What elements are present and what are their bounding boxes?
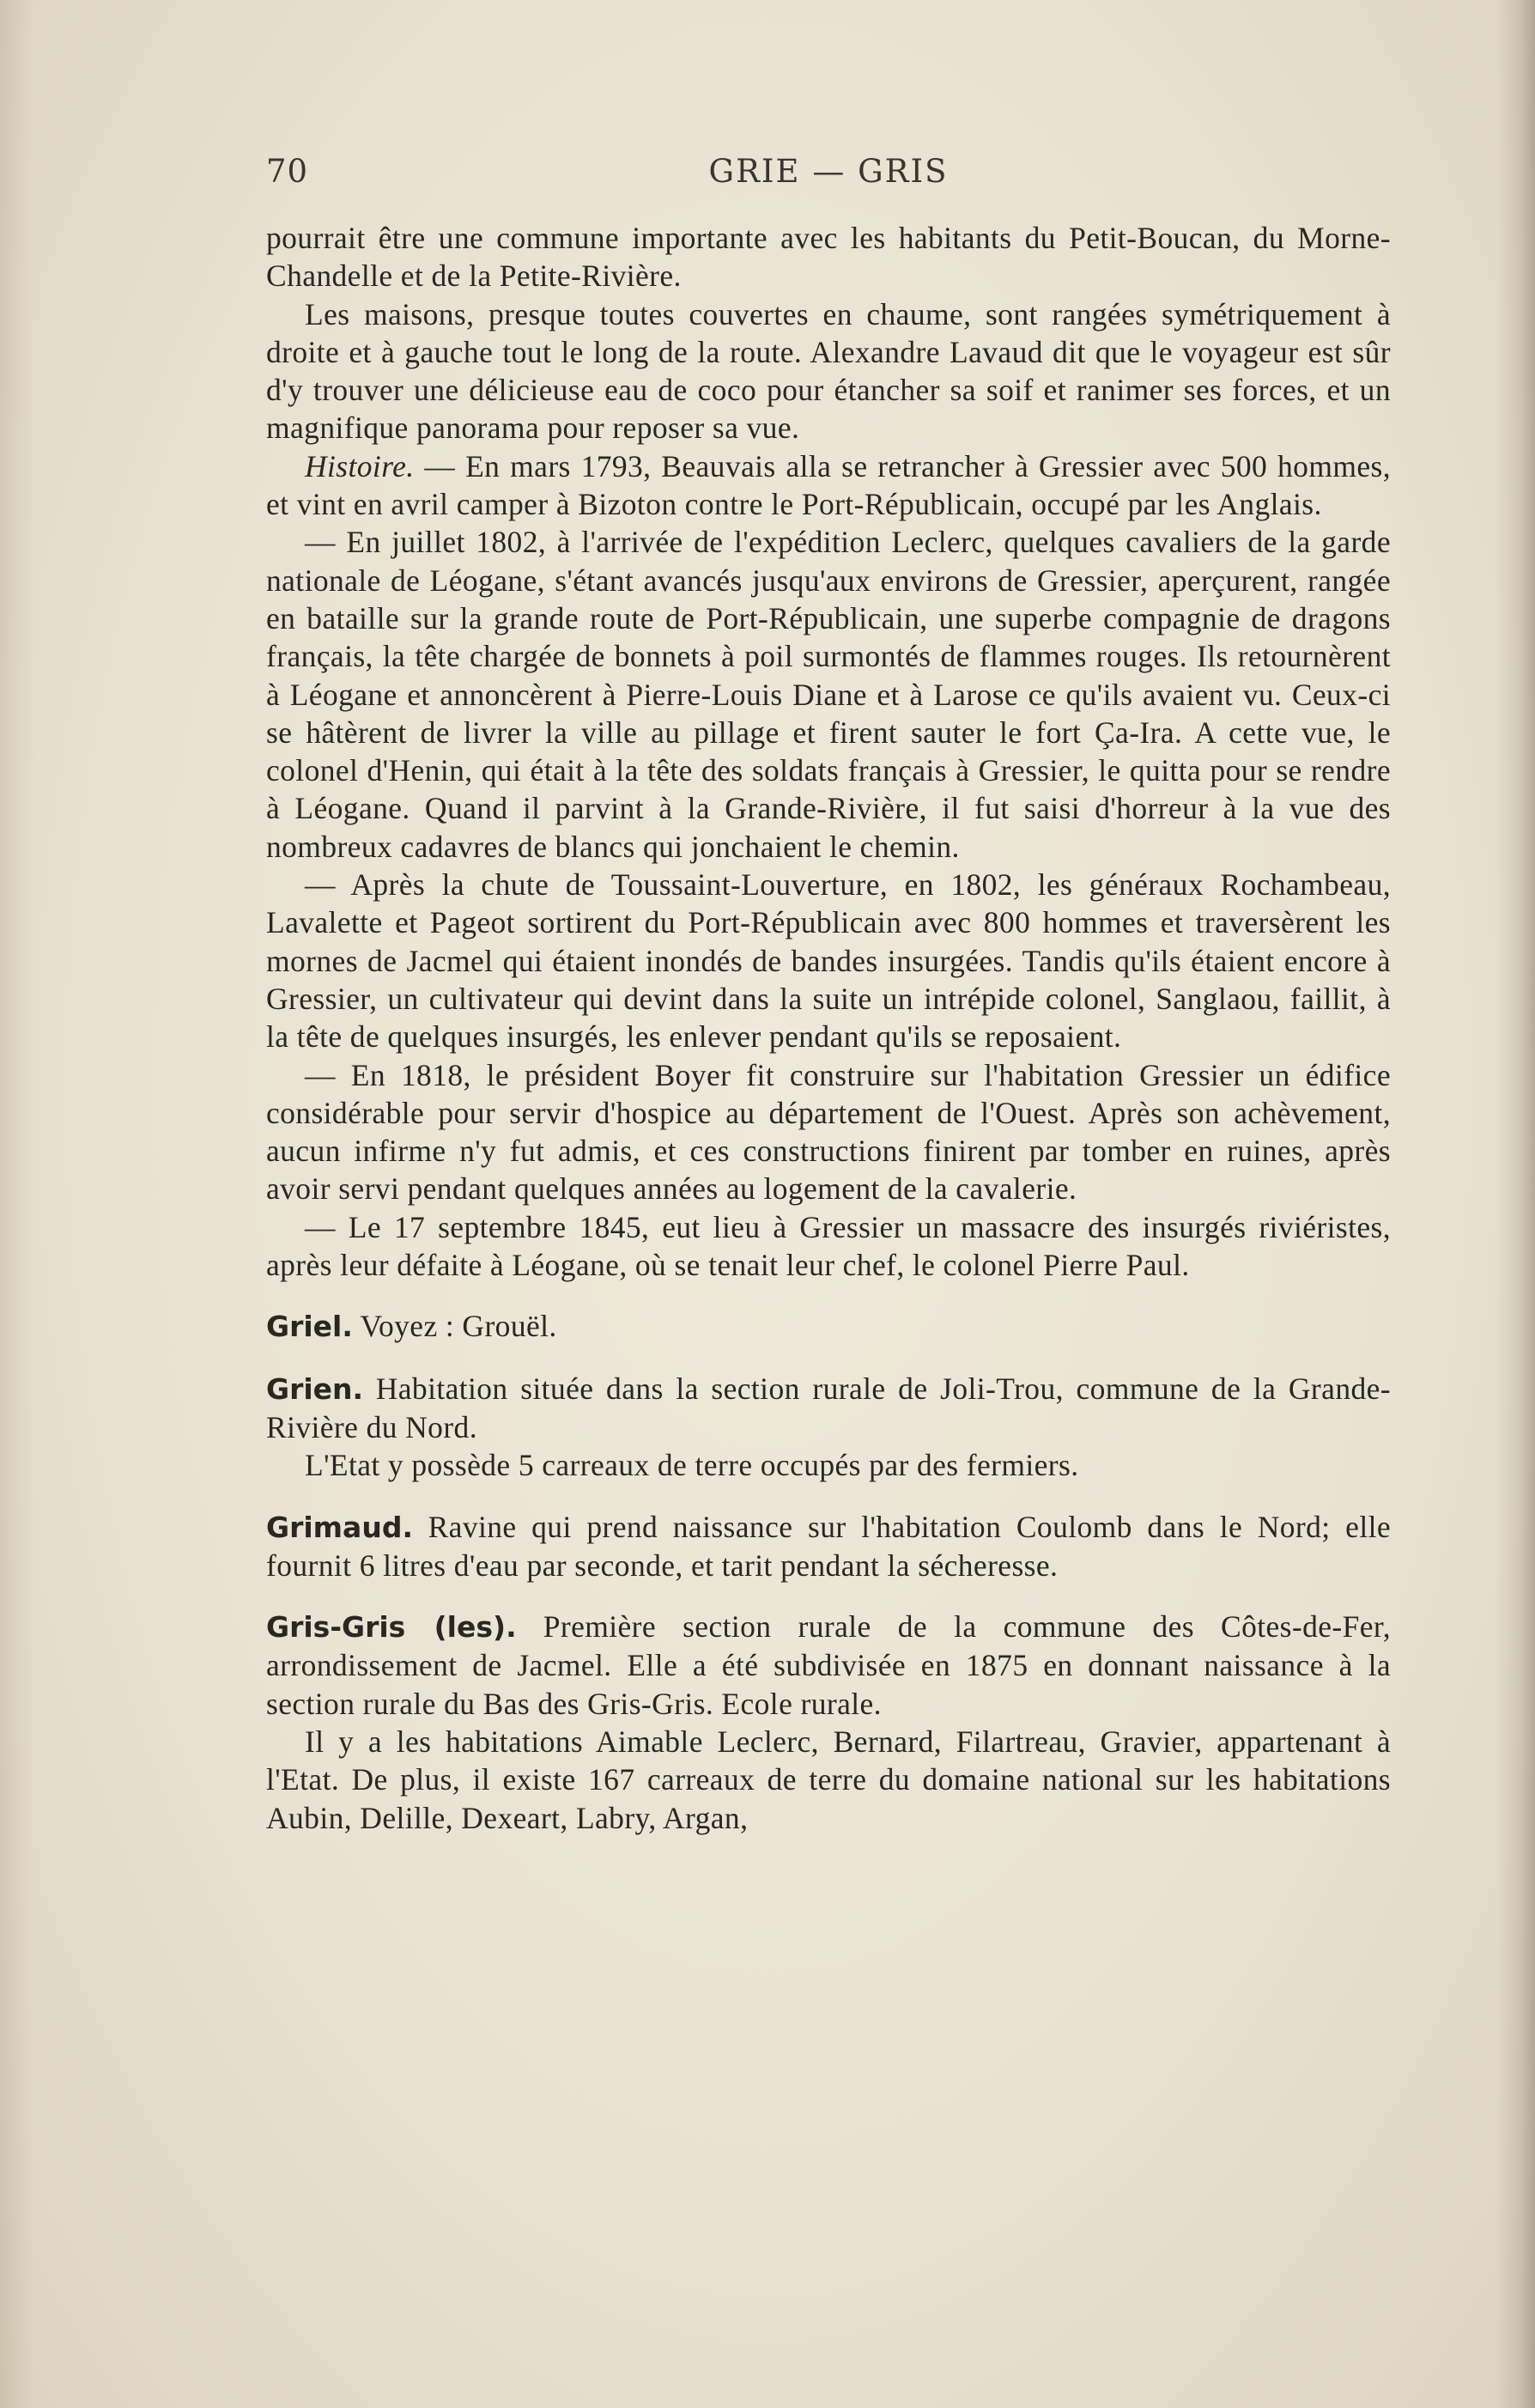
entry-head-grien: Grien. bbox=[266, 1371, 364, 1406]
histoire-text: — En mars 1793, Beauvais alla se retrancher à Gressier avec 500 hommes, et vint en avril camper à Bizoton contre le Port-Républicain, occupé par les Anglais. bbox=[266, 448, 1391, 522]
page-edge-right bbox=[1496, 0, 1535, 2408]
entry-grimaud bbox=[266, 1508, 1391, 1585]
paragraph-maisons: Les maisons, presque toutes couvertes en chaume, sont rangées symétriquement à droite et à gauche tout le long de la route. Alexandre Lavaud dit que le voyageur est sûr d'y trouver une délicieuse eau de coco pour étancher sa soif et ranimer ses forces, et un magnifique panorama pour reposer sa vue. bbox=[266, 296, 1391, 446]
entry-text-grimaud: Ravine qui prend naissance sur l'habitation Coulomb dans le Nord; elle fournit 6 litres d'eau par seconde, et tarit pendant la sécheresse. bbox=[266, 1509, 1391, 1583]
paragraph-1818-boyer: — En 1818, le président Boyer fit construire sur l'habitation Gressier un édifice considérable pour servir d'hospice au département de l'Ouest. Après son achèvement, aucun infirme n'y fut admis, et ces constructions finirent par tomber en ruines, après avoir servi pendant quelques années au logement de la cavalerie. bbox=[266, 1057, 1391, 1207]
entry-extra-grien: L'Etat y possède 5 carreaux de terre occupés par des fermiers. bbox=[305, 1448, 1079, 1483]
entry-head-gris-gris: Gris-Gris (les). bbox=[266, 1610, 517, 1645]
entry-extra-gris-gris: Il y a les habitations Aimable Leclerc, Bernard, Filartreau, Gravier, appartenant à l'Etat. De plus, il existe 167 carreaux de terre du domaine national sur les habitations Aubin, Delille, Dexeart, Labry, Argan, bbox=[266, 1724, 1391, 1835]
paragraph-1802-rochambeau: — Après la chute de Toussaint-Louverture, en 1802, les généraux Rochambeau, Lavalette et Pageot sortirent du Port-Républicain avec 800 hommes et traversèrent les mornes de Jacmel qui étaient inondés de bandes insurgées. Tandis qu'ils étaient encore à Gressier, un cultivateur qui devint dans la suite un intrépide colonel, Sanglaou, faillit, à la tête de quelques insurgés, les enlever pendant qu'ils se reposaient. bbox=[266, 867, 1391, 1055]
entry-griel bbox=[266, 1307, 1391, 1346]
page-number: 70 bbox=[266, 153, 309, 190]
paragraph-1802-leclerc: — En juillet 1802, à l'arrivée de l'expédition Leclerc, quelques cavaliers de la garde nationale de Léogane, s'étant avancés jusqu'aux environs de Gressier, aperçurent, rangée en bataille sur la grande route de Port-Républicain, une superbe compagnie de dragons français, la tête chargée de bonnets à poil surmontés de flammes rouges. Ils retournèrent à Léogane et annoncèrent à Pierre-Louis Diane et à Larose ce qu'ils avaient vu. Ceux-ci se hâtèrent de livrer la ville au pillage et firent sauter le fort Ça-Ira. A cette vue, le colonel d'Henin, qui était à la tête des soldats français à Gressier, le quitta pour se rendre à Léogane. Quand il parvint à la Grande-Rivière, il fut saisi d'horreur à la vue des nombreux cadavres de blancs qui jonchaient le chemin. bbox=[266, 525, 1391, 864]
paragraph-continuation: pourrait être une commune importante avec les habitants du Petit-Boucan, du Morne-Chandelle et de la Petite-Rivière. bbox=[266, 221, 1391, 294]
paragraph-histoire bbox=[266, 447, 1391, 524]
page-body bbox=[266, 219, 1391, 1837]
entry-head-grimaud: Grimaud. bbox=[266, 1510, 413, 1544]
entry-gris-gris bbox=[266, 1608, 1391, 1723]
entry-text-griel: Voyez : Grouël. bbox=[352, 1309, 557, 1344]
page-edge-left bbox=[0, 0, 34, 2408]
entry-text-gris-gris: Première section rurale de la commune des Côtes-de-Fer, arrondissement de Jacmel. Elle a été subdivisée en 1875 en donnant naissance à la section rurale du Bas des Gris-Gris. Ecole rurale. bbox=[266, 1609, 1391, 1721]
page-header bbox=[266, 153, 1391, 204]
entry-head-griel: Griel. bbox=[266, 1310, 353, 1344]
paragraph-1845-massacre: — Le 17 septembre 1845, eut lieu à Gressier un massacre des insurgés riviéristes, après leur défaite à Léogane, où se tenait leur chef, le colonel Pierre Paul. bbox=[266, 1209, 1391, 1283]
histoire-label: Histoire. bbox=[305, 448, 415, 483]
entry-text-grien: Habitation située dans la section rurale de Joli-Trou, commune de la Grande-Rivière du Nord. bbox=[266, 1371, 1391, 1444]
running-head: GRIE — GRIS bbox=[708, 153, 949, 190]
entry-grien bbox=[266, 1370, 1391, 1447]
